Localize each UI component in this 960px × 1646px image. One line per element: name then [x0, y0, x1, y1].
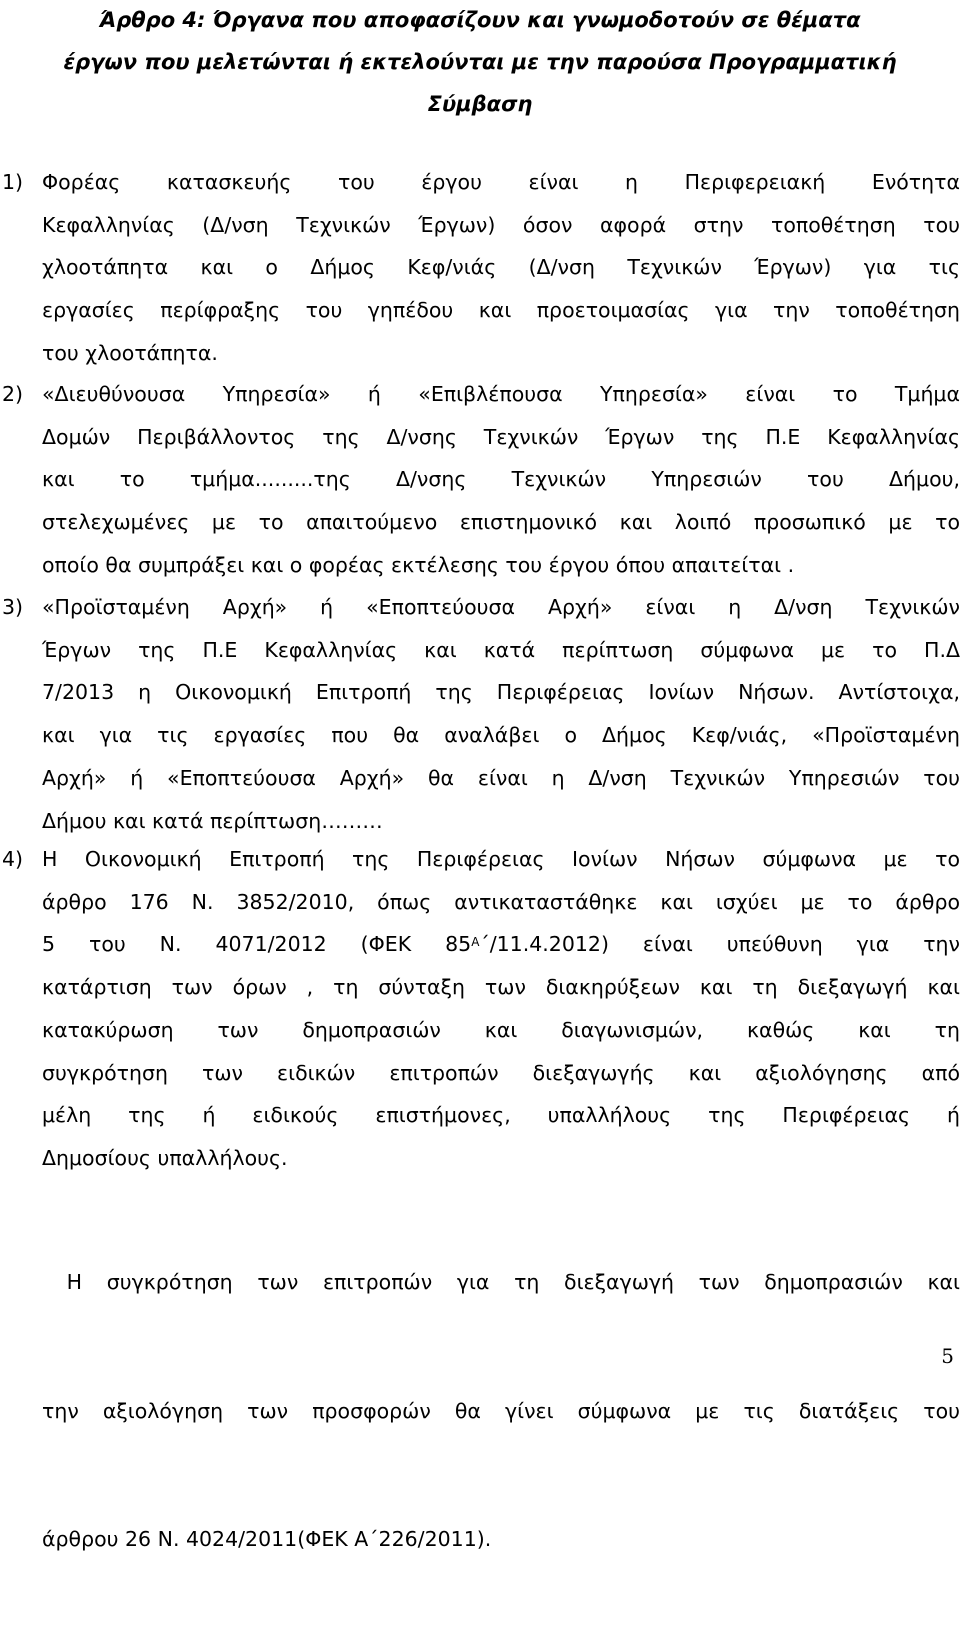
closing-paragraph — [42, 1176, 960, 1646]
page-number: 5 — [941, 1344, 954, 1368]
item-number: 2) — [2, 382, 24, 406]
text-line: οποίο θα συμπράξει και ο φορέας εκτέλεσης του έργου όπου απαιτείται . — [42, 552, 795, 577]
item-number: 1) — [2, 170, 24, 194]
text-line: συγκρότηση των ειδικών επιτροπών διεξαγωγής και αξιολόγησης από — [42, 1060, 960, 1085]
article-title — [0, 0, 960, 125]
text-line: και για τις εργασίες που θα αναλάβει ο Δήμος Κεφ/νιάς, «Προϊσταμένη — [42, 723, 960, 748]
text-line: Η Οικονομική Επιτροπή της Περιφέρειας Ιονίων Νήσων σύμφωνα με το — [42, 847, 960, 871]
text-fragment: 5 του Ν. 4071/2012 (ΦΕΚ 85 — [42, 932, 472, 957]
text-line: άρθρου 26 Ν. 4024/2011(ΦΕΚ Α΄226/2011). — [42, 1526, 492, 1551]
text-line: Φορέας κατασκευής του έργου είναι η Περιφερειακή Ενότητα — [42, 170, 960, 194]
text-line: «Διευθύνουσα Υπηρεσία» ή «Επιβλέπουσα Υπηρεσία» είναι το Τμήμα — [42, 382, 960, 406]
item-2-text — [42, 373, 960, 587]
item-1-text — [42, 161, 960, 375]
item-number: 3) — [2, 595, 24, 619]
title-line: έργων που μελετώνται ή εκτελούνται με την παρούσα Προγραμματική — [63, 50, 897, 74]
text-line: κατακύρωση των δημοπρασιών και διαγωνισμών, καθώς και τη — [42, 1017, 960, 1042]
item-number: 4) — [2, 847, 24, 871]
text-line: «Προϊσταμένη Αρχή» ή «Εποπτεύουσα Αρχή» είναι η Δ/νση Τεχνικών — [42, 595, 960, 619]
text-line: στελεχωμένες με το απαιτούμενο επιστημονικό και λοιπό προσωπικό με το — [42, 510, 960, 535]
text-line: του χλοοτάπητα. — [42, 340, 218, 365]
title-line: Άρθρο 4: Όργανα που αποφασίζουν και γνωμοδοτούν σε θέματα — [99, 8, 861, 32]
item-3-text — [42, 586, 960, 842]
text-fragment: ΄/11.4.2012) είναι υπεύθυνη για την — [479, 932, 960, 957]
text-line: Αρχή» ή «Εποπτεύουσα Αρχή» θα είναι η Δ/νση Τεχνικών Υπηρεσιών του — [42, 765, 960, 790]
text-line: 7/2013 η Οικονομική Επιτροπή της Περιφέρειας Ιονίων Νήσων. Αντίστοιχα, — [42, 680, 960, 705]
text-line: εργασίες περίφραξης του γηπέδου και προετοιμασίας για την τοποθέτηση — [42, 298, 960, 323]
title-line: Σύμβαση — [427, 92, 533, 116]
text-line: μέλη της ή ειδικούς επιστήμονες, υπαλλήλους της Περιφέρειας ή — [42, 1103, 960, 1128]
text-line: Δήμου και κατά περίπτωση……… — [42, 808, 383, 833]
text-line: Δημοσίους υπαλλήλους. — [42, 1145, 288, 1170]
text-line: Έργων της Π.Ε Κεφαλληνίας και κατά περίπτωση σύμφωνα με το Π.Δ — [42, 637, 960, 662]
text-line: και το τμήμα.........της Δ/νσης Τεχνικών Υπηρεσιών του Δήμου, — [42, 467, 960, 492]
text-line: Η συγκρότηση των επιτροπών για τη διεξαγωγή των δημοπρασιών και — [42, 1270, 960, 1295]
text-line: την αξιολόγηση των προσφορών θα γίνει σύμφωνα με τις διατάξεις του — [42, 1398, 960, 1423]
superscript: Α — [471, 935, 480, 950]
text-line: κατάρτιση των όρων , τη σύνταξη των διακηρύξεων και τη διεξαγωγή και — [42, 975, 960, 1000]
text-line: άρθρο 176 Ν. 3852/2010, όπως αντικαταστάθηκε και ισχύει με το άρθρο — [42, 889, 960, 914]
text-line — [42, 923, 960, 966]
text-line: Κεφαλληνίας (Δ/νση Τεχνικών Έργων) όσον αφορά στην τοποθέτηση του — [42, 212, 960, 237]
item-4-text — [42, 838, 960, 1180]
text-line: Δομών Περιβάλλοντος της Δ/νσης Τεχνικών Έργων της Π.Ε Κεφαλληνίας — [42, 424, 960, 449]
text-line: χλοοτάπητα και ο Δήμος Κεφ/νιάς (Δ/νση Τεχνικών Έργων) για τις — [42, 255, 960, 280]
